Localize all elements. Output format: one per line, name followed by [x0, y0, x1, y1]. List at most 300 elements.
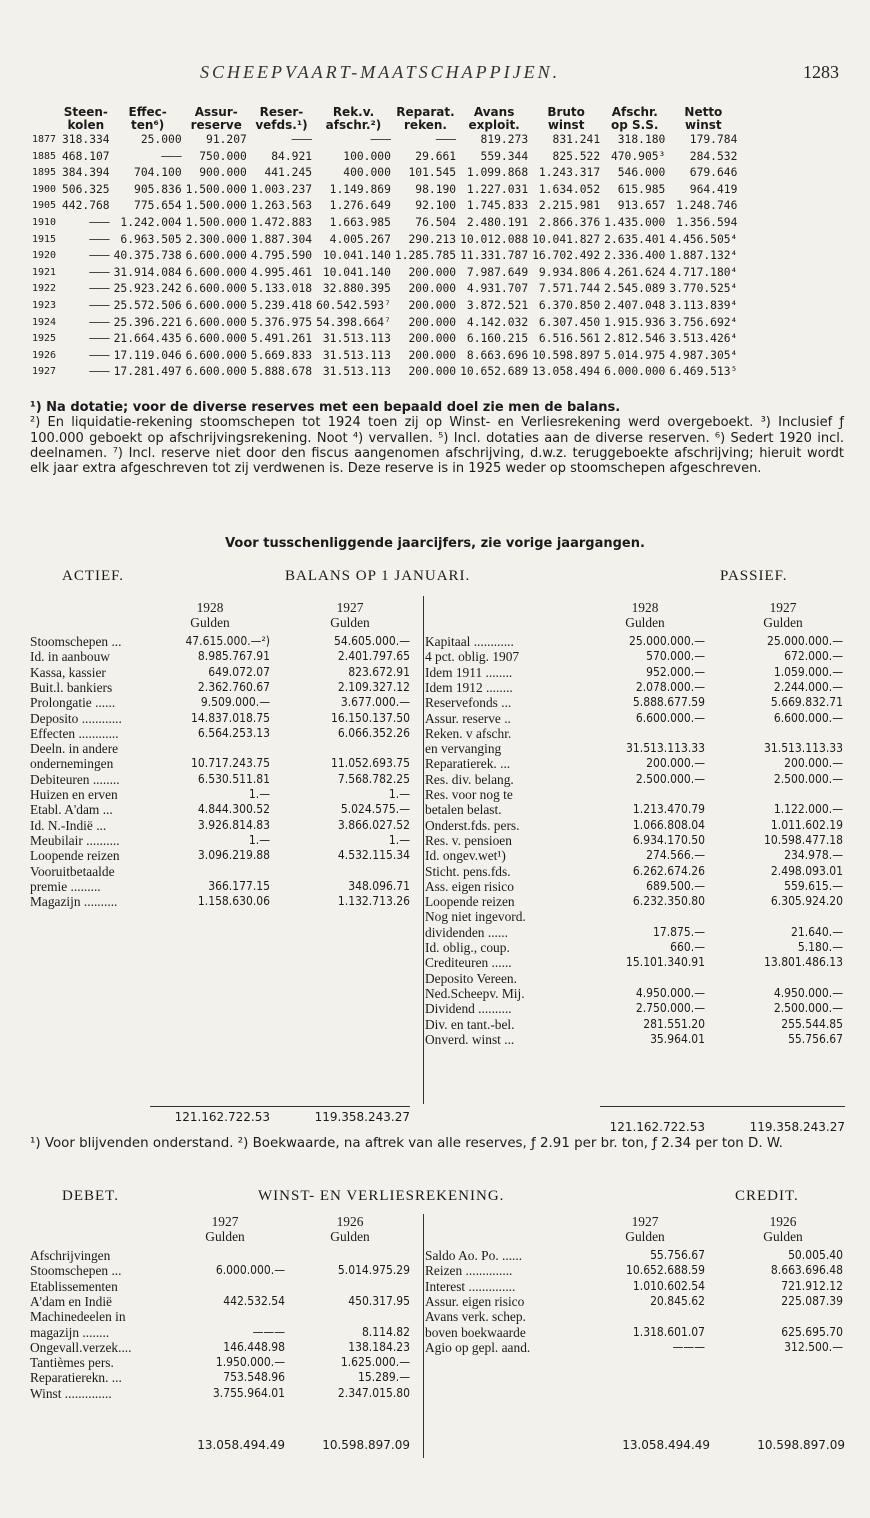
table-cell: 900.000 — [199, 166, 247, 180]
passief-row — [425, 741, 845, 756]
table-cell: 7.571.744 — [538, 282, 601, 296]
debet-value-1: 442.532.54 — [223, 1293, 285, 1308]
debet-unit-1: Gulden — [205, 1229, 245, 1244]
passief-value-2: 10.598.477.18 — [764, 832, 843, 847]
table-cell: 7.987.649 — [466, 265, 529, 279]
credit-value-2: 8.663.696.48 — [770, 1263, 843, 1278]
balans-footnote: ¹) Voor blijvenden onderstand. ²) Boekwaarde, na aftrek van alle reserves, ƒ 2.91 per br. ton, ƒ 2.34 per ton D. W. — [30, 1136, 783, 1151]
passief-value-2: 255.544.85 — [781, 1016, 843, 1031]
actief-row — [30, 772, 420, 787]
table-cell: 6.370.850 — [538, 298, 601, 312]
actief-row — [30, 802, 420, 817]
table-cell: 84.921 — [271, 149, 313, 163]
actief-row — [30, 833, 420, 848]
table-cell: 16.702.492 — [532, 249, 601, 263]
passief-row — [425, 894, 845, 909]
table-cell: 284.532 — [689, 149, 738, 163]
table-cell: 1.099.868 — [466, 166, 529, 180]
passief-row — [425, 665, 845, 680]
table-cell: 964.419 — [689, 182, 738, 196]
credit-item-label: Reizen .............. — [425, 1263, 513, 1279]
wv-title: WINST- EN VERLIESREKENING. — [258, 1188, 505, 1204]
actief-value-2: 1.— — [388, 832, 410, 847]
passief-row — [425, 1001, 845, 1016]
actief-item-label: Buit.l. bankiers — [30, 679, 113, 695]
table-cell: 6.600.000 — [185, 315, 247, 329]
actief-total-1928: 121.162.722.53 — [174, 1110, 270, 1124]
passief-year-1: 1928 — [631, 600, 659, 615]
debet-item-label: Afschrijvingen — [30, 1248, 111, 1263]
actief-value-1: 3.926.814.83 — [197, 817, 270, 832]
table-cell: 1.149.869 — [329, 182, 391, 196]
credit-item-label: Avans verk. schep. — [425, 1309, 526, 1325]
table-row — [30, 281, 739, 298]
credit-item-label: Assur. eigen risico — [425, 1293, 525, 1309]
passief-item-label: Assur. reserve .. — [425, 710, 511, 726]
credit-value-2: 312.500.— — [784, 1339, 843, 1354]
credit-unit-1: Gulden — [625, 1229, 665, 1244]
debet-item-label: Winst .............. — [30, 1385, 112, 1401]
actief-value-1: 9.509.000.— — [200, 695, 270, 710]
table-cell: 6.600.000 — [185, 265, 247, 279]
page-number: 1283 — [803, 62, 839, 82]
actief-value-1: 47.615.000.—²) — [185, 634, 270, 648]
running-head: SCHEEPVAART-MAATSCHAPPIJEN. — [200, 62, 561, 82]
passief-value-2: 2.244.000.— — [773, 679, 843, 694]
table-cell: ——— — [89, 348, 110, 362]
table-cell: 3.770.525⁴ — [669, 282, 738, 296]
credit-item-label: boven boekwaarde — [425, 1324, 526, 1340]
passief-value-1: 6.934.170.50 — [632, 832, 705, 847]
debet-value-2: 15.289.— — [358, 1370, 410, 1385]
table-cell: 6.469.513⁵ — [669, 365, 738, 379]
actief-item-label: Deposito ............ — [30, 710, 122, 726]
passief-value-2: 234.978.— — [784, 848, 843, 863]
passief-item-label: dividenden ...... — [425, 924, 508, 940]
debet-value-2: 138.184.23 — [348, 1339, 410, 1354]
passief-item-label: 4 pct. oblig. 1907 — [425, 649, 520, 665]
actief-row — [30, 726, 420, 741]
table-cell: 1.500.000 — [185, 199, 247, 213]
table-cell: 4.456.505⁴ — [669, 232, 738, 246]
table-cell: 25.396.221 — [113, 315, 182, 329]
actief-unit-1: Gulden — [190, 615, 230, 630]
actief-value-2: 348.096.71 — [348, 878, 410, 893]
actief-total-1927: 119.358.243.27 — [314, 1110, 410, 1124]
table-cell: 468.107 — [62, 149, 110, 163]
actief-row — [30, 756, 420, 771]
table-cell: 6.600.000 — [185, 365, 247, 379]
passief-item-label: Nog niet ingevord. — [425, 909, 526, 925]
table-cell: 679.646 — [689, 166, 738, 180]
passief-item-label: Id. oblig., coup. — [425, 940, 510, 955]
row-year: 1925 — [32, 333, 57, 345]
actief-value-2: 7.568.782.25 — [337, 771, 410, 786]
table-cell: 4.995.461 — [250, 265, 313, 279]
passief-value-1: 2.078.000.— — [635, 679, 705, 694]
passief-item-label: Id. ongev.wet¹) — [425, 848, 506, 864]
table-cell: 318.334 — [62, 133, 110, 146]
table-row — [30, 232, 739, 249]
credit-value-2: 721.912.12 — [781, 1278, 843, 1293]
credit-value-1: 10.652.688.59 — [626, 1263, 705, 1278]
passief-value-1: 15.101.340.91 — [626, 955, 705, 970]
table-row — [30, 265, 739, 282]
table-cell: 546.000 — [617, 166, 666, 180]
passief-value-1: 1.213.470.79 — [632, 802, 705, 817]
debet-value-1: 6.000.000.— — [215, 1263, 285, 1278]
table-cell: 4.005.267 — [329, 232, 391, 246]
debet-item-label: Reparatierekn. ... — [30, 1370, 122, 1386]
table-cell: ——— — [89, 249, 110, 263]
passief-item-label: Loopende reizen — [425, 894, 515, 910]
credit-label: CREDIT. — [735, 1188, 799, 1204]
footnote-2: ²) En liquidatie-rekening stoomschepen tot 1924 toen zij op Winst- en Verliesrekening werd overgeboekt. ³) Inclusief ƒ 100.000 geboekt op afschrijvingsrekening. Noot ⁴) vervallen. ⁵) Incl. dotaties aan de diverse reserven. ⁶) Sedert 1920 incl. deelnamen. ⁷) Incl. reserve niet door den fiscus aangenomen afschrijving, d.w.z. teruggeboekte afschrijving; hieruit wordt elk jaar extra afgeschreven tot zij verdwenen is. Deze reserve is in 1925 weder op stoomschepen afgeschreven. — [30, 415, 844, 477]
debet-value-2: 1.625.000.— — [340, 1355, 410, 1370]
actief-total-rule — [150, 1106, 410, 1107]
table-cell: 200.000 — [408, 265, 457, 279]
credit-total-1926: 10.598.897.09 — [757, 1438, 845, 1452]
passief-value-1: 6.600.000.— — [635, 710, 705, 725]
table-cell: 32.880.395 — [322, 282, 391, 296]
passief-value-2: 2.500.000.— — [773, 1001, 843, 1016]
actief-unit-2: Gulden — [330, 615, 370, 630]
debet-label: DEBET. — [62, 1188, 119, 1204]
debet-row — [30, 1355, 420, 1370]
credit-total-1927: 13.058.494.49 — [622, 1438, 710, 1452]
table-cell: 4.717.180⁴ — [669, 265, 738, 279]
actief-row — [30, 695, 420, 710]
passief-value-2: 672.000.— — [784, 649, 843, 664]
actief-value-1: 366.177.15 — [208, 878, 270, 893]
table-cell: 6.516.561 — [538, 332, 601, 346]
passief-value-2: 55.756.67 — [788, 1031, 843, 1046]
table-cell: 200.000 — [408, 365, 457, 379]
passief-year-2: 1927 — [769, 600, 797, 615]
table-cell: 6.600.000 — [185, 332, 247, 346]
passief-row — [425, 756, 845, 771]
table-cell: 831.241 — [552, 133, 601, 146]
actief-row — [30, 818, 420, 833]
actief-value-1: 1.— — [248, 832, 270, 847]
row-year: 1915 — [32, 233, 57, 245]
passief-item-label: Crediteuren ...... — [425, 955, 512, 971]
debet-row — [30, 1325, 420, 1340]
actief-value-2: 11.052.693.75 — [331, 756, 410, 771]
credit-item-label: Saldo Ao. Po. ...... — [425, 1248, 523, 1263]
table-cell: ——— — [89, 365, 110, 379]
debet-year-2: 1926 — [336, 1214, 364, 1229]
credit-value-1: 55.756.67 — [650, 1248, 705, 1262]
passief-total-rule — [600, 1106, 845, 1107]
debet-item-label: magazijn ........ — [30, 1324, 110, 1340]
passief-value-1: 689.500.— — [646, 878, 705, 893]
table-cell: 1.243.317 — [538, 166, 601, 180]
table-row — [30, 132, 739, 149]
actief-row — [30, 879, 420, 894]
passief-item-label: Reparatierek. ... — [425, 756, 511, 772]
passief-row — [425, 955, 845, 970]
table-cell: 2.300.000 — [185, 232, 247, 246]
table-cell: 6.600.000 — [185, 298, 247, 312]
table-cell: 825.522 — [552, 149, 601, 163]
actief-item-label: Stoomschepen ... — [30, 634, 122, 649]
actief-row — [30, 649, 420, 664]
passief-item-label: Sticht. pens.fds. — [425, 863, 511, 879]
passief-row — [425, 971, 845, 986]
table-cell: 6.000.000 — [604, 365, 666, 379]
debet-item-label: Ongevall.verzek.... — [30, 1339, 132, 1355]
table-cell: 13.058.494 — [532, 365, 601, 379]
row-year: 1910 — [32, 216, 57, 228]
table-cell: ——— — [89, 332, 110, 346]
debet-row — [30, 1279, 420, 1294]
debet-value-1: ——— — [252, 1324, 285, 1339]
row-year: 1924 — [32, 316, 57, 328]
actief-item-label: Magazijn .......... — [30, 894, 118, 910]
passief-value-2: 2.498.093.01 — [770, 863, 843, 878]
passief-item-label: Idem 1911 ........ — [425, 664, 513, 680]
actief-year-2: 1927 — [336, 600, 364, 615]
passief-value-1: 570.000.— — [646, 649, 705, 664]
actief-item-label: Huizen en erven — [30, 787, 118, 802]
passief-row — [425, 634, 845, 649]
passief-value-2: 2.500.000.— — [773, 771, 843, 786]
table-cell: 6.600.000 — [185, 282, 247, 296]
passief-label: PASSIEF. — [720, 568, 788, 584]
debet-unit-2: Gulden — [330, 1229, 370, 1244]
actief-item-label: Etabl. A'dam ... — [30, 802, 113, 818]
passief-value-2: 13.801.486.13 — [764, 955, 843, 970]
wv-divider — [423, 1214, 424, 1458]
credit-value-1: 1.318.601.07 — [632, 1324, 705, 1339]
passief-item-label: Reservefonds ... — [425, 695, 512, 711]
credit-row — [425, 1248, 845, 1263]
table-cell: 100.000 — [343, 149, 391, 163]
actief-item-label: Vooruitbetaalde — [30, 863, 115, 879]
passief-total-1927: 119.358.243.27 — [749, 1120, 845, 1134]
intermediate-years-note: Voor tusschenliggende jaarcijfers, zie vorige jaargangen. — [225, 536, 645, 551]
passief-value-1: 274.566.— — [646, 848, 705, 863]
table-cell: 1.248.746 — [676, 199, 738, 213]
actief-value-1: 14.837.018.75 — [191, 710, 270, 725]
row-year: 1926 — [32, 349, 57, 361]
table-cell: 4.931.707 — [466, 282, 529, 296]
credit-value-1: ——— — [672, 1339, 705, 1354]
debet-total-1926: 10.598.897.09 — [322, 1438, 410, 1452]
table-cell: 1.634.052 — [538, 182, 601, 196]
credit-row — [425, 1340, 845, 1355]
table-cell: 1.263.563 — [250, 199, 313, 213]
table-cell: 200.000 — [408, 282, 457, 296]
table-row — [30, 182, 739, 199]
table-row — [30, 298, 739, 315]
actief-row — [30, 665, 420, 680]
table-row — [30, 348, 739, 365]
table-cell: 1.227.031 — [466, 182, 529, 196]
table-cell: 5.376.975 — [250, 315, 313, 329]
row-year: 1927 — [32, 366, 57, 378]
debet-total-1927: 13.058.494.49 — [197, 1438, 285, 1452]
passief-item-label: en vervanging — [425, 741, 502, 757]
table-cell: ——— — [89, 282, 110, 296]
table-cell: 2.866.376 — [538, 215, 601, 229]
table-cell: 3.756.692⁴ — [669, 315, 738, 329]
passief-item-label: Dividend .......... — [425, 1001, 512, 1017]
passief-item-label: betalen belast. — [425, 802, 502, 818]
passief-row — [425, 925, 845, 940]
passief-row — [425, 879, 845, 894]
passief-value-2: 31.513.113.33 — [764, 741, 843, 756]
passief-item-label: Onverd. winst ... — [425, 1031, 515, 1047]
debet-value-1: 1.950.000.— — [215, 1355, 285, 1370]
actief-value-1: 1.— — [248, 787, 270, 801]
column-header: Reparat. reken. — [396, 105, 455, 132]
actief-value-2: 1.— — [388, 787, 410, 801]
actief-value-1: 1.158.630.06 — [197, 894, 270, 909]
debet-item-label: Tantièmes pers. — [30, 1355, 114, 1371]
credit-unit-2: Gulden — [763, 1229, 803, 1244]
column-header: Steen- kolen — [63, 105, 108, 132]
table-cell: 2.545.089 — [604, 282, 666, 296]
actief-item-label: Deeln. in andere — [30, 741, 119, 757]
passief-value-2: 1.122.000.— — [773, 802, 843, 817]
table-cell: 92.100 — [415, 199, 457, 213]
table-cell: 441.245 — [264, 166, 313, 180]
debet-value-1: 146.448.98 — [223, 1339, 285, 1354]
table-cell: 9.934.806 — [538, 265, 601, 279]
column-header: Reser- vefds.¹) — [255, 105, 308, 132]
table-cell: 10.041.140 — [322, 265, 391, 279]
passief-value-1: 660.— — [670, 940, 705, 954]
table-cell: ——— — [89, 232, 110, 246]
row-year: 1885 — [32, 150, 57, 162]
table-cell: 1.242.004 — [120, 215, 182, 229]
passief-unit-1: Gulden — [625, 615, 665, 630]
table-row — [30, 248, 739, 265]
table-cell: 2.635.401 — [604, 232, 666, 246]
table-cell: 29.661 — [415, 149, 457, 163]
table-cell: 3.513.426⁴ — [669, 332, 738, 346]
column-header: Effec- ten⁶) — [128, 105, 167, 132]
passief-value-1: 25.000.000.— — [628, 634, 705, 648]
table-cell: 25.000 — [140, 133, 182, 146]
table-row — [30, 149, 739, 166]
passief-item-label: Deposito Vereen. — [425, 970, 517, 986]
passief-value-2: 6.305.924.20 — [770, 894, 843, 909]
debet-value-2: 2.347.015.80 — [337, 1385, 410, 1400]
table-row — [30, 215, 739, 232]
debet-value-2: 450.317.95 — [348, 1293, 410, 1308]
table-cell: 905.836 — [134, 182, 182, 196]
balans-divider — [423, 596, 424, 1104]
credit-item-label: Agio op gepl. aand. — [425, 1339, 531, 1355]
actief-row — [30, 634, 420, 649]
passief-item-label: Ned.Scheepv. Mij. — [425, 985, 525, 1001]
actief-value-1: 2.362.760.67 — [197, 679, 270, 694]
table-cell: 31.513.113 — [322, 332, 391, 346]
passief-row — [425, 772, 845, 787]
passief-row — [425, 848, 845, 863]
passief-value-2: 6.600.000.— — [773, 710, 843, 725]
table-cell: 5.888.678 — [250, 365, 313, 379]
table-cell: 704.100 — [134, 166, 182, 180]
table-cell: 400.000 — [343, 166, 391, 180]
actief-value-1: 4.844.300.52 — [197, 802, 270, 817]
debet-value-1: 3.755.964.01 — [212, 1385, 285, 1400]
passief-value-2: 5.669.832.71 — [770, 695, 843, 710]
actief-row — [30, 864, 420, 879]
debet-item-label: Machinedeelen in — [30, 1309, 126, 1325]
table-cell: 10.598.897 — [532, 348, 601, 362]
credit-row — [425, 1279, 845, 1294]
table-cell: 1.500.000 — [185, 215, 247, 229]
passief-value-2: 1.059.000.— — [773, 664, 843, 679]
debet-item-label: A'dam en Indië — [30, 1293, 112, 1309]
actief-value-2: 3.677.000.— — [340, 695, 410, 710]
passief-item-label: Res. v. pensioen — [425, 832, 512, 848]
table-cell: 5.239.418 — [250, 298, 313, 312]
passief-row — [425, 711, 845, 726]
table-cell: 101.545 — [408, 166, 457, 180]
column-header: Bruto winst — [547, 105, 585, 132]
table-cell: 506.325 — [62, 182, 110, 196]
debet-item-label: Stoomschepen ... — [30, 1263, 122, 1279]
table-cell: 290.213 — [408, 232, 457, 246]
actief-item-label: ondernemingen — [30, 756, 114, 772]
table-row — [30, 315, 739, 332]
passief-value-1: 952.000.— — [646, 664, 705, 679]
passief-row — [425, 695, 845, 710]
table-cell: 60.542.593⁷ — [316, 298, 391, 312]
actief-value-2: 4.532.115.34 — [337, 848, 410, 863]
column-header: Avans exploit. — [468, 105, 520, 132]
table-cell: 200.000 — [408, 298, 457, 312]
table-cell: 76.504 — [415, 215, 457, 229]
debet-row — [30, 1309, 420, 1324]
passief-value-2: 5.180.— — [797, 940, 843, 954]
passief-value-1: 1.066.808.04 — [632, 817, 705, 832]
table-cell: 819.273 — [480, 133, 529, 146]
passief-row — [425, 833, 845, 848]
actief-item-label: Id. N.-Indië ... — [30, 817, 107, 833]
passief-value-1: 17.875.— — [653, 924, 705, 939]
actief-value-2: 823.672.91 — [348, 664, 410, 679]
actief-value-2: 1.132.713.26 — [337, 894, 410, 909]
table-cell: 6.600.000 — [185, 348, 247, 362]
passief-row — [425, 802, 845, 817]
table-cell: 5.491.261 — [250, 332, 313, 346]
passief-row — [425, 649, 845, 664]
credit-value-2: 625.695.70 — [781, 1324, 843, 1339]
passief-total-1928: 121.162.722.53 — [609, 1120, 705, 1134]
passief-value-2: 1.011.602.19 — [770, 817, 843, 832]
credit-row — [425, 1294, 845, 1309]
actief-item-label: Debiteuren ........ — [30, 771, 120, 787]
passief-item-label: Onderst.fds. pers. — [425, 817, 520, 833]
table-cell: 775.654 — [134, 199, 182, 213]
passief-item-label: Res. voor nog te — [425, 787, 513, 802]
row-year: 1921 — [32, 266, 57, 278]
table-cell: 1.500.000 — [185, 182, 247, 196]
actief-item-label: Meubilair .......... — [30, 832, 120, 848]
table-cell: 1.887.304 — [250, 232, 313, 246]
actief-value-2: 3.866.027.52 — [337, 817, 410, 832]
passief-row — [425, 986, 845, 1001]
passief-item-label: Div. en tant.-bel. — [425, 1016, 515, 1032]
table-cell: 4.795.590 — [250, 249, 313, 263]
passief-value-1: 2.500.000.— — [635, 771, 705, 786]
